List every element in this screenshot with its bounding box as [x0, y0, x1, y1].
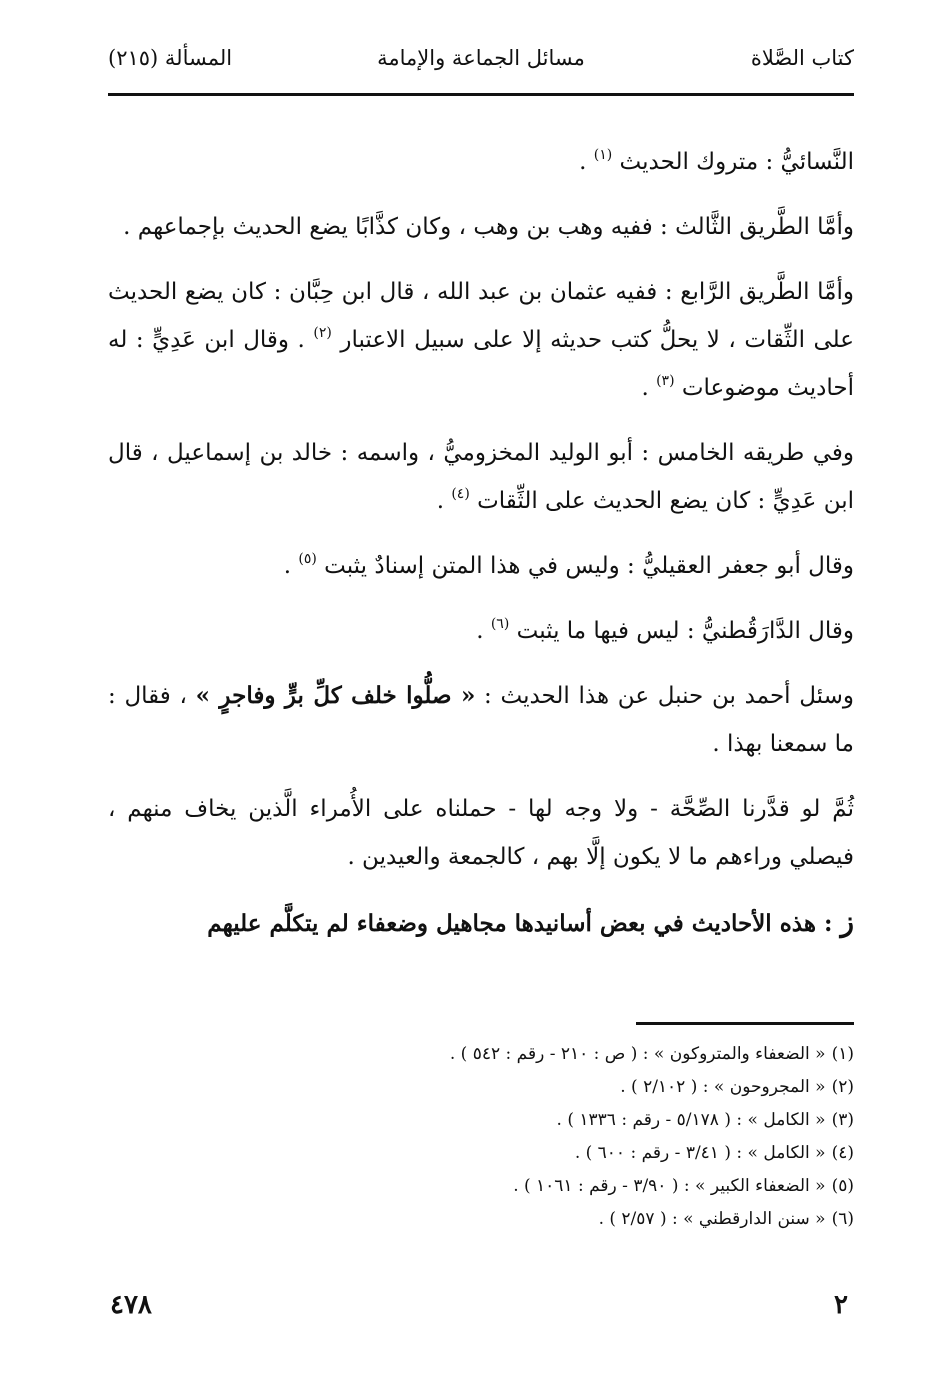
footnote-text: « الكامل » : ( ٥/١٧٨ - رقم : ١٣٣٦ ) . — [556, 1110, 826, 1130]
text-segment: . — [641, 375, 657, 401]
text-segment: وفي طريقه الخامس : أبو الوليد المخزوميُّ ، واسمه : خالد بن إسماعيل ، قال ابن عَدِيٍّ : كان يضع الحديث على الثِّقات — [108, 440, 854, 514]
footnote-text: « سنن الدارقطني » : ( ٢/٥٧ ) . — [598, 1209, 826, 1229]
footnote-marker[interactable]: (٤) — [451, 486, 470, 502]
footnote-item — [154, 1071, 854, 1104]
header-chapter-title: مسائل الجماعة والإمامة — [377, 46, 585, 70]
footnote-marker[interactable]: (١) — [593, 147, 613, 163]
text-segment: . — [579, 149, 594, 175]
bold-text: « صلُّوا خلف كلِّ برٍّ وفاجرٍ » — [195, 682, 476, 709]
footnote-item — [154, 1170, 854, 1203]
footnote-divider — [636, 1022, 854, 1025]
main-text — [108, 138, 854, 965]
footnote-item — [154, 1104, 854, 1137]
footnote-item — [154, 1038, 854, 1071]
text-segment: . — [476, 618, 491, 644]
commentator-mark: ز — [840, 905, 854, 938]
paragraph-p5 — [108, 542, 854, 590]
header-divider — [108, 93, 854, 96]
footnote-text: « الضعفاء الكبير » : ( ٣/٩٠ - رقم : ١٠٦١ ) . — [513, 1176, 826, 1196]
footnote-marker[interactable]: (٢) — [313, 325, 332, 341]
footnote-marker[interactable]: (٣) — [656, 373, 675, 389]
bold-text: : هذه الأحاديث في بعض أسانيدها مجاهيل وضعفاء لم يتكلَّم عليهم — [207, 910, 841, 937]
paragraph-p1 — [108, 138, 854, 186]
text-segment: النَّسائيُّ : متروك الحديث — [612, 149, 854, 175]
header-issue-number: المسألة (٢١٥) — [108, 46, 233, 70]
text-segment: وقال أبو جعفر العقيليُّ : وليس في هذا المتن إسنادٌ يثبت — [316, 553, 854, 579]
paragraph-p8 — [108, 785, 854, 881]
volume-number: ٢ — [834, 1290, 848, 1320]
footnote-item — [154, 1137, 854, 1170]
footnote-number: (٥) — [831, 1176, 854, 1196]
paragraph-p7 — [108, 672, 854, 768]
footnote-text: « الكامل » : ( ٣/٤١ - رقم : ٦٠٠ ) . — [574, 1143, 826, 1163]
paragraph-p4 — [108, 429, 854, 525]
footnote-marker[interactable]: (٦) — [490, 616, 510, 632]
footnotes-list — [154, 1038, 854, 1236]
header-book-title: كتاب الصَّلاة — [750, 46, 854, 70]
footnote-marker[interactable]: (٥) — [298, 551, 317, 567]
footnote-number: (١) — [831, 1044, 854, 1064]
footnote-text: « الضعفاء والمتروكون » : ( ص : ٢١٠ - رقم : ٥٤٢ ) . — [449, 1044, 826, 1064]
paragraph-p2 — [108, 203, 854, 251]
text-segment: وسئل أحمد بن حنبل عن هذا الحديث : — [475, 683, 854, 709]
page-number: ٤٧٨ — [110, 1290, 152, 1320]
footnote-number: (٢) — [831, 1077, 854, 1097]
paragraph-p3 — [108, 268, 854, 412]
footnote-number: (٦) — [831, 1209, 854, 1229]
footnote-number: (٤) — [831, 1143, 854, 1163]
paragraph-p9 — [108, 898, 854, 948]
text-segment: وقال الدَّارَقُطنيُّ : ليس فيها ما يثبت — [509, 618, 854, 644]
text-segment: . — [283, 553, 299, 579]
footnote-item — [154, 1203, 854, 1236]
running-header — [108, 42, 854, 82]
text-segment: . وقال ابن عَدِيٍّ : له أحاديث موضوعات — [108, 327, 854, 401]
text-segment: وأمَّا الطَّريق الرَّابع : ففيه عثمان بن عبد الله ، قال ابن حِبَّان : كان يضع الحديث على الثِّقات ، لا يحلُّ كتب حديثه إلا على سبيل الاعتبار — [108, 279, 854, 353]
text-segment: . — [436, 488, 452, 514]
footnote-text: « المجروحون » : ( ٢/١٠٢ ) . — [620, 1077, 826, 1097]
text-segment: وأمَّا الطَّريق الثَّالث : ففيه وهب بن وهب ، وكان كذَّابًا يضع الحديث بإجماعهم . — [123, 214, 854, 240]
paragraph-p6 — [108, 607, 854, 655]
footnote-number: (٣) — [831, 1110, 854, 1130]
text-segment: ثُمَّ لو قدَّرنا الصِّحَّة - ولا وجه لها - حملناه على الأُمراء الَّذين يخاف منهم ، فيصلي وراءهم ما لا يكون إلَّا بهم ، كالجمعة والعيدين . — [108, 796, 854, 870]
text-segment: ، فقال : ما سمعنا بهذا . — [108, 683, 854, 757]
